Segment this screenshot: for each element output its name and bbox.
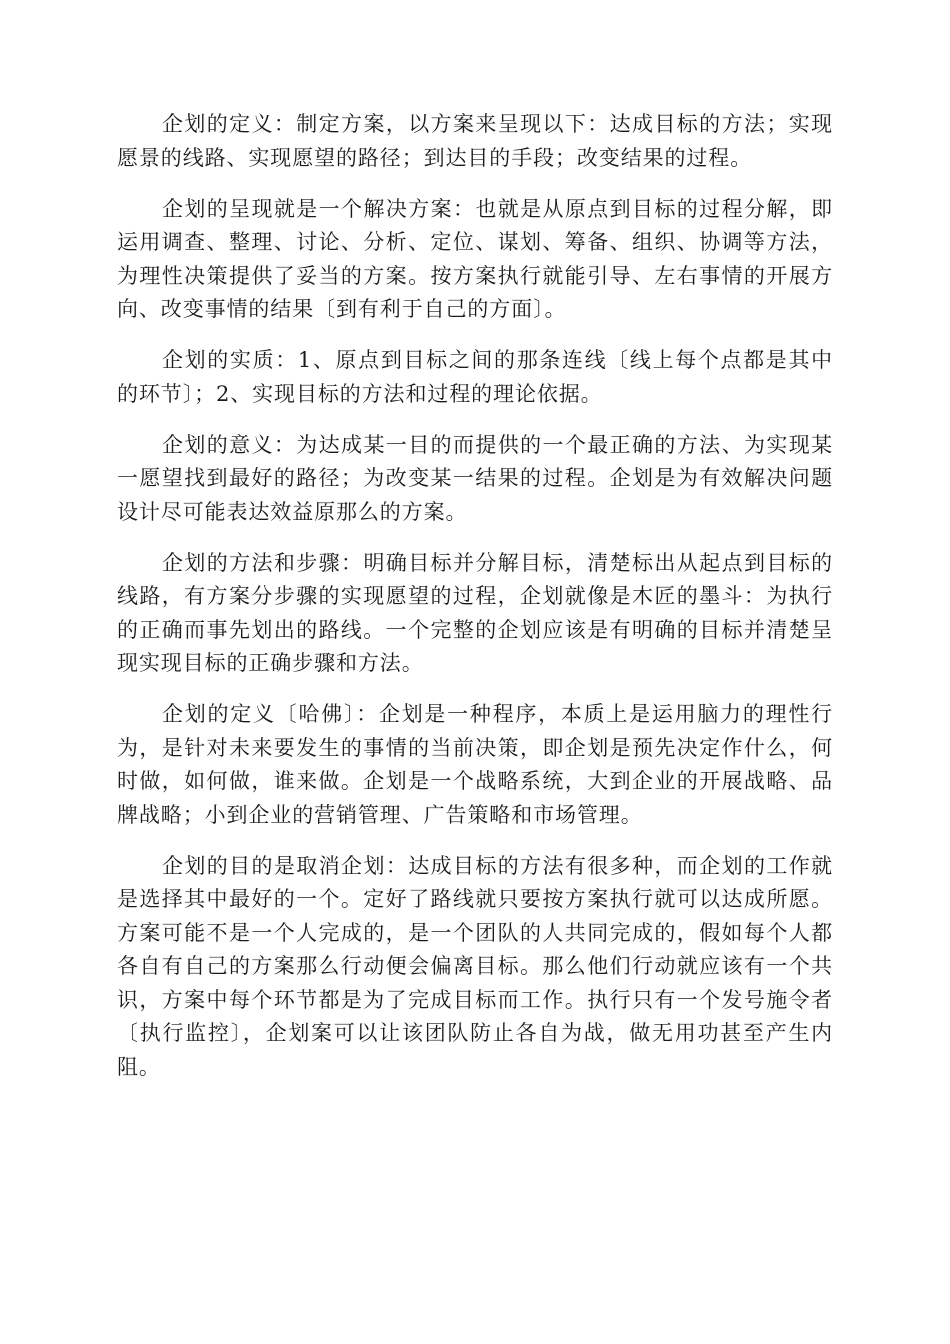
paragraph-harvard-definition: 企划的定义〔哈佛〕：企划是一种程序，本质上是运用脑力的理性行为，是针对未来要发生的事情的当前决策，即企划是预先决定作什么，何时做，如何做，谁来做。企划是一个战略系统，大到企业的开展战略、品牌战略；小到企业的营销管理、广告策略和市场管理。	[117, 702, 833, 827]
paragraph-significance: 企划的意义：为达成某一目的而提供的一个最正确的方法、为实现某一愿望找到最好的路径；为改变某一结果的过程。企划是为有效解决问题设计尽可能表达效益原那么的方案。	[117, 432, 833, 524]
paragraph-methods-steps: 企划的方法和步骤：明确目标并分解目标，清楚标出从起点到目标的线路，有方案分步骤的实现愿望的过程，企划就像是木匠的墨斗：为执行的正确而事先划出的路线。一个完整的企划应该是有明确的目标并清楚呈现实现目标的正确步骤和方法。	[117, 550, 833, 675]
paragraph-presentation: 企划的呈现就是一个解决方案：也就是从原点到目标的过程分解，即运用调查、整理、讨论、分析、定位、谋划、筹备、组织、协调等方法，为理性决策提供了妥当的方案。按方案执行就能引导、左右事情的开展方向、改变事情的结果〔到有利于自己的方面〕。	[117, 196, 833, 321]
paragraph-purpose: 企划的目的是取消企划：达成目标的方法有很多种，而企划的工作就是选择其中最好的一个。定好了路线就只要按方案执行就可以达成所愿。方案可能不是一个人完成的，是一个团队的人共同完成的，假如每个人都各自有自己的方案那么行动便会偏离目标。那么他们行动就应该有一个共识，方案中每个环节都是为了完成目标而工作。执行只有一个发号施令者〔执行监控〕，企划案可以让该团队防止各自为战，做无用功甚至产生内阻。	[117, 853, 833, 1079]
document-body	[117, 108, 833, 1102]
paragraph-definition: 企划的定义：制定方案，以方案来呈现以下：达成目标的方法；实现愿景的线路、实现愿望的路径；到达目的手段；改变结果的过程。	[117, 112, 833, 170]
paragraph-essence: 企划的实质：1、原点到目标之间的那条连线〔线上每个点都是其中的环节〕；2、实现目标的方法和过程的理论依据。	[117, 348, 833, 406]
